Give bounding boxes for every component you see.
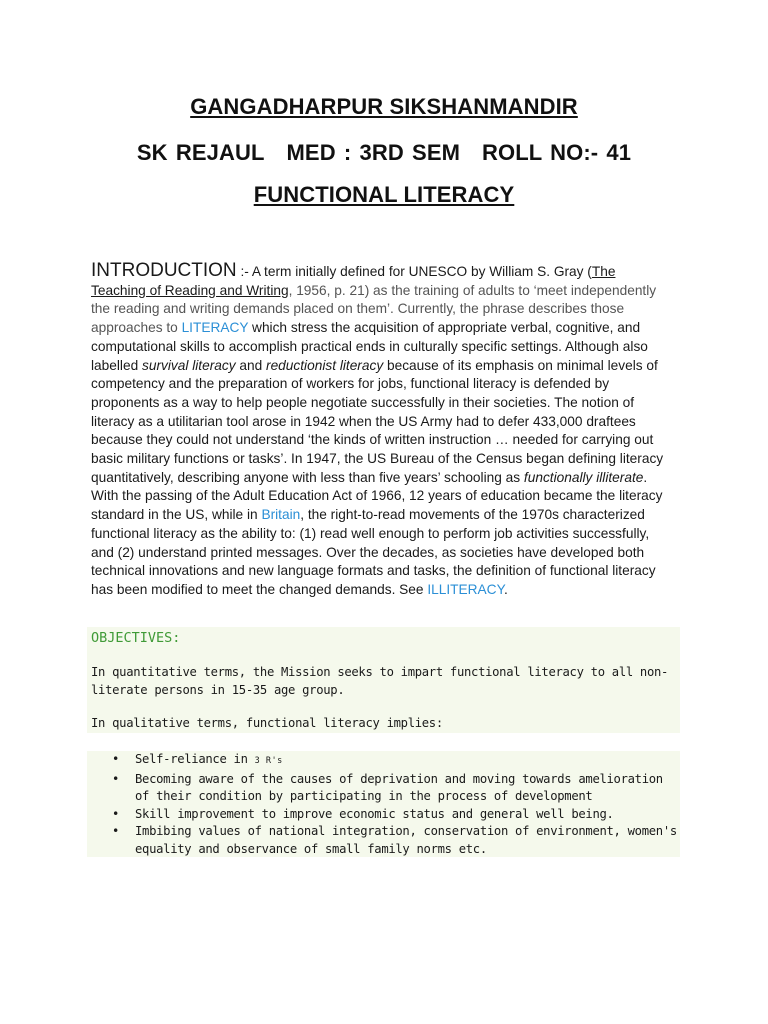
britain-link[interactable]: Britain xyxy=(261,507,301,523)
bullet-icon: • xyxy=(112,806,120,821)
bullet-icon: • xyxy=(112,752,120,766)
roll-number: ROLL NO:- 41 xyxy=(482,140,632,165)
list-item-text: Imbibing values of national integration, conservation of environment, women's equality and observance of small family norms etc. xyxy=(135,824,677,856)
illiteracy-link[interactable]: ILLITERACY xyxy=(427,581,504,597)
list-item xyxy=(87,806,680,824)
list-item xyxy=(87,771,680,806)
list-item xyxy=(87,823,680,858)
list-item-text: Skill improvement to improve economic status and general well being. xyxy=(135,806,614,821)
intro-text-2: , 1956, p. 21) as the training of adults to ‘meet independently the reading and writing demands placed on them’. Currently, the phrase describes those approaches to xyxy=(91,282,657,336)
intro-text-4: because of its emphasis on minimal levels of competency and the preparation of workers for jobs, functional literacy is defended by proponents as a way to help people negotiate successfully in their societies. The notion of literacy as a utilitarian tool arose in 1942 when the US Army had to defer 433,000 draftees because they could not understand ‘the kinds of written instruction … needed for carrying out basic military functions or tasks’. In 1947, the US Bureau of the Census began defining literacy quantitatively, describing anyone with less than five years’ schooling as xyxy=(91,357,664,485)
survival-literacy-term: survival literacy xyxy=(142,357,236,373)
course-semester: MED : 3RD SEM xyxy=(286,140,461,165)
list-item-text: Self-reliance in xyxy=(135,752,255,766)
reductionist-literacy-term: reductionist literacy xyxy=(266,357,384,373)
objectives-list xyxy=(87,751,680,858)
list-item-small-text: 3 R's xyxy=(254,756,283,766)
intro-and: and xyxy=(235,357,267,373)
list-item xyxy=(87,751,680,771)
functionally-illiterate-term: functionally illiterate xyxy=(523,469,644,485)
introduction-separator: :- xyxy=(236,264,252,279)
objectives-heading: OBJECTIVES: xyxy=(91,630,181,646)
school-title: GANGADHARPUR SIKSHANMANDIR xyxy=(190,94,578,119)
book-title-link[interactable]: The Teaching of Reading and Writing xyxy=(91,264,616,298)
intro-text-1: A term initially defined for UNESCO by William S. Gray ( xyxy=(251,264,592,279)
student-info-line xyxy=(0,140,768,166)
intro-text-5: . With the passing of the Adult Education Act of 1966, 12 years of education became the literacy standard in the US, while in xyxy=(91,469,663,523)
bullet-icon: • xyxy=(112,824,120,838)
objectives-box xyxy=(87,627,680,733)
introduction-paragraph xyxy=(91,262,671,600)
objectives-qualitative: In qualitative terms, functional literacy implies: xyxy=(91,716,443,730)
list-item-text: Becoming aware of the causes of deprivation and moving towards amelioration of their condition by participating in the process of development xyxy=(135,771,663,803)
literacy-link[interactable]: LITERACY xyxy=(181,320,249,336)
objectives-quantitative: In quantitative terms, the Mission seeks to impart functional literacy to all non-literate persons in 15-35 age group. xyxy=(91,665,669,697)
introduction-heading: INTRODUCTION xyxy=(91,260,237,281)
bullet-icon: • xyxy=(112,771,120,786)
topic-title: FUNCTIONAL LITERACY xyxy=(253,182,515,207)
objectives-list-box xyxy=(87,751,680,857)
intro-text-3: which stress the acquisition of appropriate verbal, cognitive, and computational skills to accomplish practical ends in culturally specific settings. Although also labelled xyxy=(91,320,648,373)
intro-text-7: . xyxy=(503,581,508,597)
intro-text-6: , the right-to-read movements of the 1970s characterized functional literacy as the ability to: (1) read well enough to perform job activities successfully, and (2) understand printed messages. Over the decades, as societies have developed both technical innovations and new language formats and tasks, the definition of functional literacy has been modified to meet the changed demands. See xyxy=(91,507,656,597)
student-name: SK REJAUL xyxy=(136,140,265,165)
